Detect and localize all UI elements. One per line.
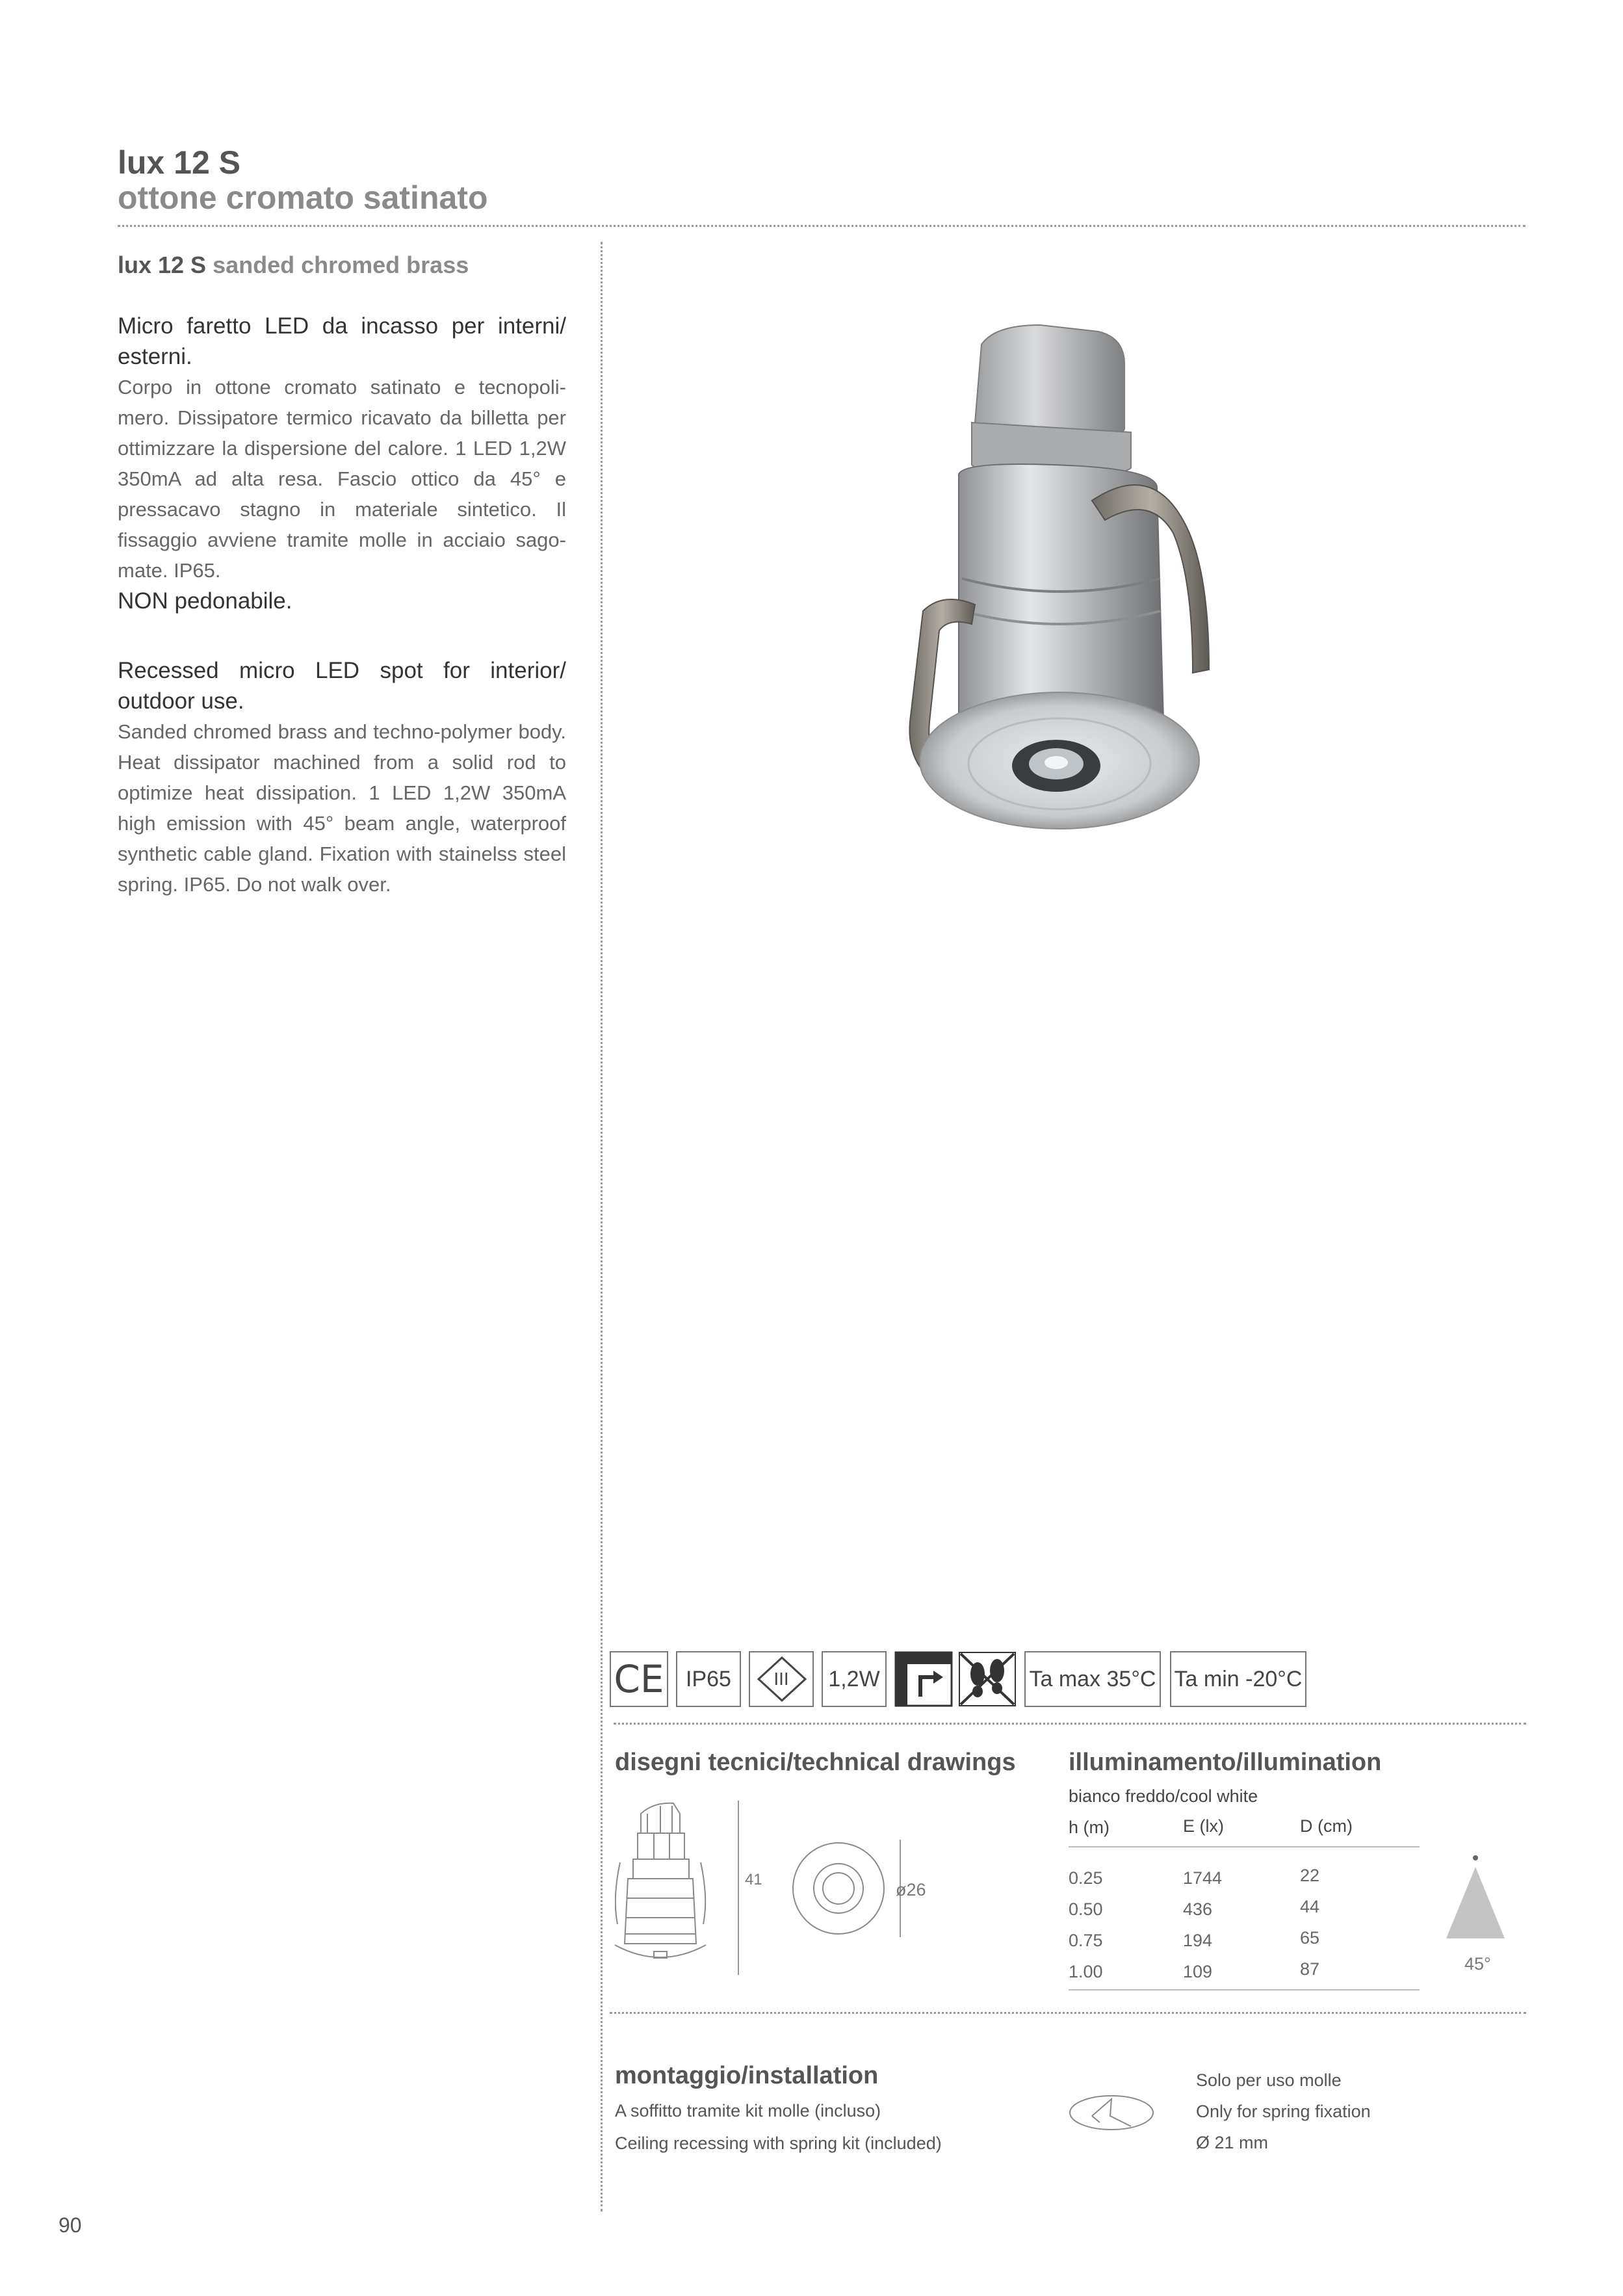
installation-line1: A soffitto tramite kit molle (incluso) [615, 2101, 881, 2120]
english-description [118, 655, 566, 900]
row-d: 65 [1300, 1928, 1320, 1948]
italian-warning-end: . [285, 588, 292, 614]
spring-note2: Only for spring fixation [1196, 2102, 1371, 2121]
english-lead: Recessed micro LED spot for interior/ outdoor use. [118, 658, 566, 714]
row-d: 44 [1300, 1897, 1320, 1916]
row-h: 0.50 [1069, 1899, 1103, 1919]
row-h: 0.75 [1069, 1931, 1103, 1950]
italian-lead: Micro faretto LED da incasso per interni/ esterni. [118, 313, 566, 369]
row-e: 436 [1183, 1899, 1213, 1919]
italian-warning [118, 586, 566, 616]
col-d: D (cm) [1300, 1816, 1353, 1836]
front-view-drawing [786, 1833, 910, 1944]
no-walk-badge [958, 1651, 1017, 1707]
col-h: h (m) [1069, 1818, 1110, 1837]
illumination-row [1069, 1959, 1420, 1988]
page-title: lux 12 S [118, 144, 240, 181]
product-name-bold: lux 12 S [118, 252, 207, 278]
diameter-dimension: ø26 [896, 1880, 926, 1899]
spring-note1: Solo per uso molle [1196, 2070, 1342, 2090]
spring-note3: Ø 21 mm [1196, 2133, 1269, 2152]
class-iii-badge [749, 1651, 814, 1707]
illumination-heading: illuminamento/illumination [1069, 1749, 1382, 1776]
illumination-subheading: bianco freddo/cool white [1069, 1786, 1258, 1806]
ta-max-badge [1024, 1651, 1161, 1707]
product-name [118, 251, 469, 280]
ce-mark-text: CE [614, 1657, 664, 1701]
row-h: 1.00 [1069, 1962, 1103, 1981]
product-name-en: sanded chromed brass [213, 252, 469, 278]
ta-min-text: Ta min -20°C [1174, 1666, 1303, 1691]
col-e: E (lx) [1183, 1816, 1224, 1836]
english-body: Sanded chromed brass and techno-polymer body. Heat dissipator machined from a solid rod to optimize heat dissipation. 1 LED 1,2W 350mA high emission with 45° beam angle, waterproof synthetic cable gland. Fixation with stainelss steel spring. IP65. Do not walk over. [118, 720, 566, 896]
ip-rating [676, 1651, 741, 1707]
installation-heading: montaggio/installation [615, 2062, 879, 2089]
illumination-row [1069, 1928, 1420, 1957]
product-photo [845, 306, 1300, 865]
header-divider [118, 225, 1526, 227]
drawings-heading: disegni tecnici/technical drawings [615, 1749, 1016, 1776]
column-divider [601, 242, 603, 2211]
installation-line2: Ceiling recessing with spring kit (included) [615, 2133, 942, 2153]
illumination-divider [610, 2012, 1526, 2014]
row-d: 22 [1300, 1866, 1320, 1885]
spring-fixation-icon [1066, 2090, 1157, 2135]
row-d: 87 [1300, 1959, 1320, 1979]
beam-cone-icon [1443, 1853, 1508, 1944]
illumination-row [1069, 1868, 1420, 1894]
icons-divider [614, 1723, 1526, 1725]
italian-warning-text: NON pedonabile [118, 588, 286, 614]
illumination-row [1069, 1899, 1420, 1925]
ta-min-badge [1170, 1651, 1306, 1707]
ip-rating-text: IP65 [686, 1666, 731, 1691]
page-number: 90 [58, 2213, 82, 2237]
italian-description [118, 311, 566, 616]
table-footer-rule [1069, 1989, 1420, 1990]
row-h: 0.25 [1069, 1868, 1103, 1888]
ce-mark [610, 1651, 668, 1707]
height-dimension: 41 [745, 1871, 762, 1888]
power-rating-text: 1,2W [828, 1666, 880, 1691]
no-walk-icon [958, 1651, 1017, 1707]
row-e: 1744 [1183, 1868, 1223, 1888]
table-header-rule [1069, 1846, 1420, 1847]
italian-body: Corpo in ottone cromato satinato e tecnopoli-mero. Dissipatore termico ricavato da billetta per ottimizzare la dispersione del calore. 1 LED 1,2W 350mA ad alta resa. Fascio ottico da 45° e pressacavo stagno in materiale sintetico. Il fissaggio avviene tramite molle in acciaio sago-mate. IP65. [118, 376, 566, 582]
class-iii-text: III [773, 1669, 789, 1689]
row-e: 194 [1183, 1931, 1213, 1950]
ta-max-text: Ta max 35°C [1029, 1666, 1156, 1691]
power-rating [822, 1651, 887, 1707]
beam-angle: 45° [1464, 1954, 1491, 1974]
ceiling-mount-badge [894, 1651, 953, 1707]
row-e: 109 [1183, 1962, 1213, 1981]
ceiling-mount-icon [894, 1651, 953, 1707]
page-subtitle: ottone cromato satinato [118, 179, 488, 216]
